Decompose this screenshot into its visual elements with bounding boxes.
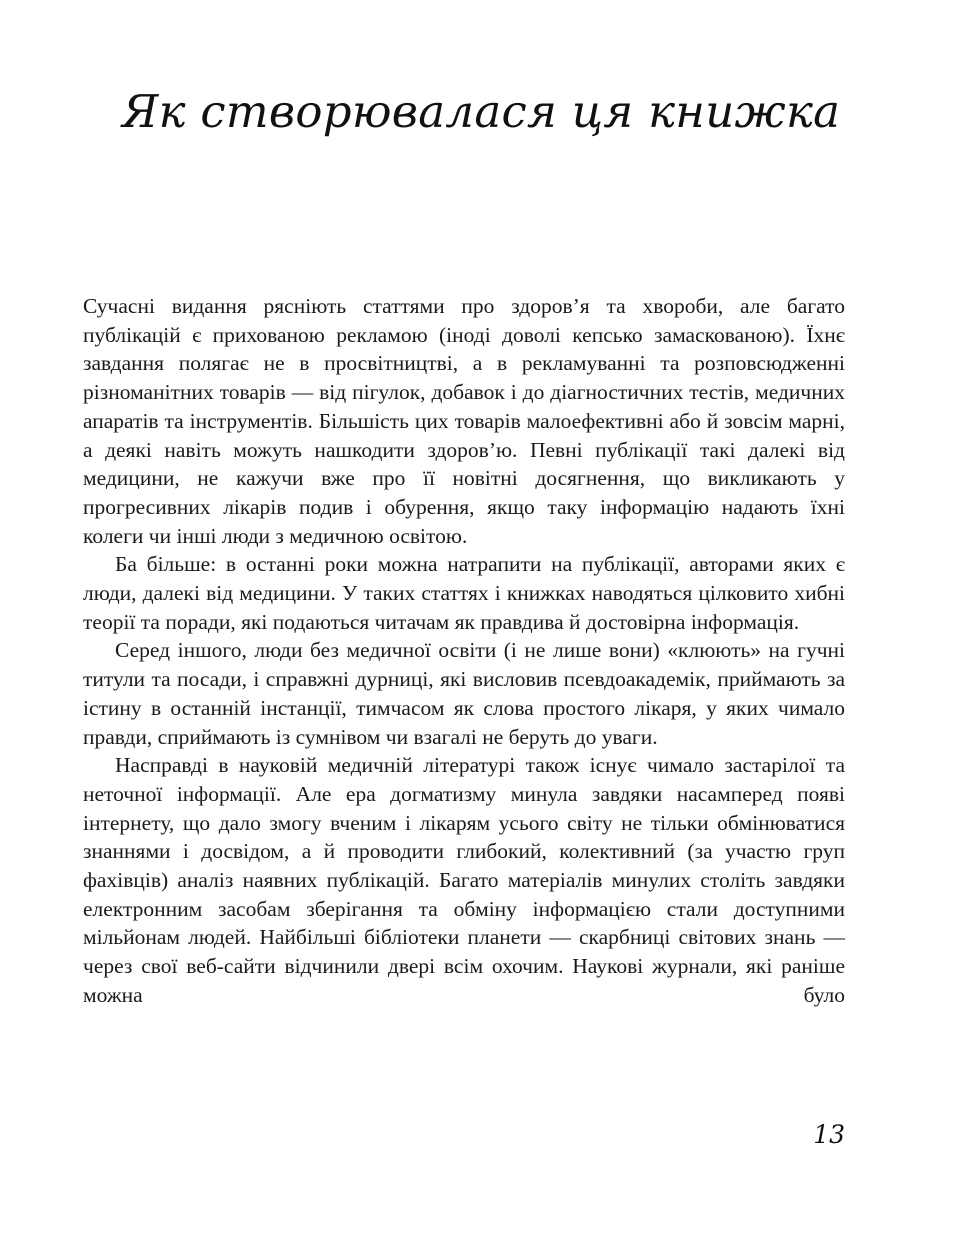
paragraph-2: Ба більше: в останні роки можна натрапити на публікації, авторами яких є люди, далекі від медицини. У таких статтях і книжках наводяться цілковито хибні теорії та поради, які подаються читачам як правдива й достовірна інформація. xyxy=(83,552,845,634)
body-text xyxy=(83,292,845,1010)
page-number: 13 xyxy=(813,1120,845,1149)
paragraph-3: Серед іншого, люди без медичної освіти (і не лише вони) «клюють» на гучні титули та посади, і справжні дурниці, які висловив псевдоакадемік, приймають за істину в останній інстанції, тимчасом як слова простого лікаря, у яких чимало правди, сприймають із сумнівом чи взагалі не беруть до уваги. xyxy=(83,638,845,749)
paragraph-1: Сучасні видання рясніють статтями про здоров’я та хвороби, але багато публікацій є прихованою рекламою (іноді доволі кепсько замаскованою). Їхнє завдання полягає не в просвітництві, а в рекламуванні та розповсюдженні різноманітних товарів — від пігулок, добавок і до діагностичних тестів, медичних апаратів та інструментів. Більшість цих товарів малоефективні або й зовсім марні, а деякі навіть можуть нашкодити здоров’ю. Певні публікації такі далекі від медицини, не кажучи вже про її новітні досягнення, що викликають у прогресивних лікарів подив і обурення, якщо таку інформацію надають їхні колеги чи інші люди з медичною освітою. xyxy=(83,294,845,548)
chapter-title: Як створювалася ця книжка xyxy=(122,85,841,138)
paragraph-4: Насправді в науковій медичній літературі також існує чимало застарілої та неточної інформації. Але ера догматизму минула завдяки насамперед появі інтернету, що дало змогу вченим і лікарям усього світу не тільки обмінюватися знаннями і досвідом, а й проводити глибокий, колективний (за участю груп фахівців) аналіз наявних публікацій. Багато матеріалів минулих століть завдяки електронним засобам зберігання та обміну інформацією стали доступними мільйонам людей. Найбільші бібліотеки планети — скарбниці світових знань — через свої веб-сайти відчинили двері всім охочим. Наукові журнали, які раніше можна було xyxy=(83,753,845,1007)
